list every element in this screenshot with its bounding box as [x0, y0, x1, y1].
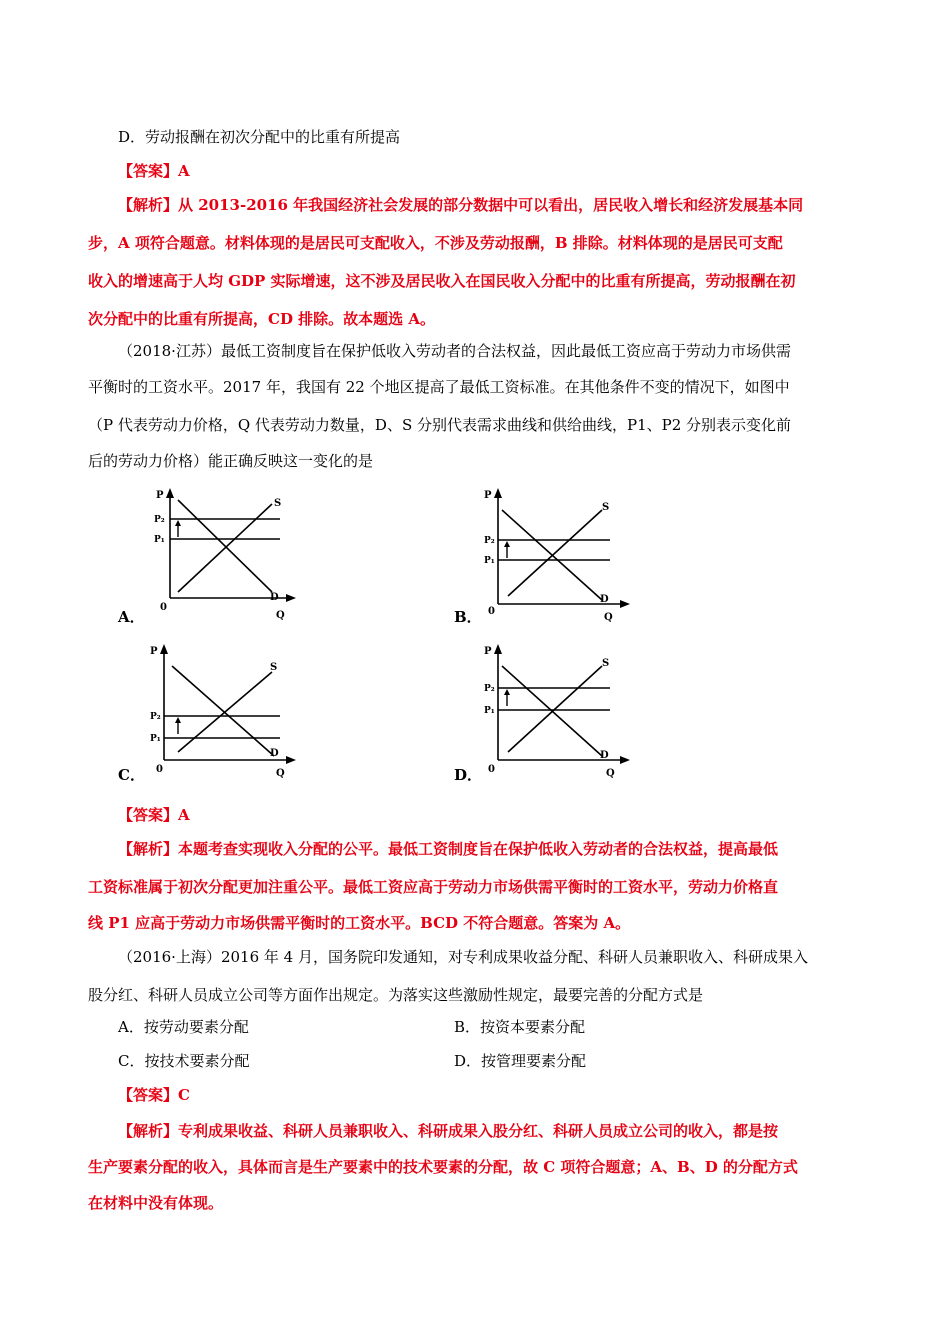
q2-analysis-line-1: 【解析】本题考查实现收入分配的公平。最低工资制度旨在保护低收入劳动者的合法权益，提高最低: [118, 840, 779, 858]
graph-d-label: D．: [454, 766, 483, 784]
q1-analysis-line-4: 次分配中的比重有所提高，CD 排除。故本题选 A。: [88, 310, 436, 328]
q2-stem-line-2: 平衡时的工资水平。2017 年，我国有 22 个地区提高了最低工资标准。在其他条件不变的情况下，如图中: [88, 378, 790, 396]
graph-c-p-label: P: [150, 646, 158, 657]
q3-answer: 【答案】C: [118, 1086, 190, 1104]
graph-a-d-label: D: [270, 592, 279, 603]
graph-c-p2-label: P₂: [150, 712, 161, 722]
graph-b-supply-curve: [508, 510, 602, 596]
q3-analysis-line-2: 生产要素分配的收入，具体而言是生产要素中的技术要素的分配，故 C 项符合题意；A、B、D 的分配方式: [88, 1158, 798, 1176]
graph-b-p-label: P: [484, 490, 492, 501]
graph-b-label: B．: [454, 608, 482, 626]
graph-b-p2-label: P₂: [484, 536, 495, 546]
graph-d-p1-label: P₁: [484, 706, 495, 716]
graph-d-p-axis-arrow: [494, 644, 502, 654]
graph-a: [150, 488, 300, 622]
q3-stem-line-1: （2016·上海）2016 年 4 月，国务院印发通知，对专利成果收益分配、科研人员兼职收入、科研成果入: [118, 948, 808, 966]
graph-b: [484, 488, 634, 622]
q3-option-b: B．按资本要素分配: [454, 1018, 586, 1036]
graph-d: [484, 644, 634, 778]
graph-a-s-label: S: [274, 498, 282, 509]
graph-d-p2-label: P₂: [484, 684, 495, 694]
graph-a-q-axis-arrow: [286, 594, 296, 602]
q1-option-d: D．劳动报酬在初次分配中的比重有所提高: [118, 128, 401, 146]
q3-option-a: A．按劳动要素分配: [118, 1018, 249, 1036]
graph-c-p-axis-arrow: [160, 644, 168, 654]
graph-a-q-label: Q: [276, 610, 285, 621]
q2-stem-line-3: （P 代表劳动力价格，Q 代表劳动力数量，D、S 分别代表需求曲线和供给曲线，P1、P2 分别表示变化前: [88, 416, 792, 434]
q1-answer: 【答案】A: [118, 162, 190, 180]
graph-b-d-label: D: [600, 594, 609, 605]
q3-stem-line-2: 股分红、科研人员成立公司等方面作出规定。为落实这些激励性规定，最要完善的分配方式是: [88, 986, 704, 1004]
graph-c-q-axis-arrow: [286, 756, 296, 764]
graph-b-shift-arrowhead: [504, 541, 510, 547]
q3-option-d: D．按管理要素分配: [454, 1052, 587, 1070]
graph-d-p-label: P: [484, 646, 492, 657]
graph-b-p-axis-arrow: [494, 488, 502, 498]
graph-b-p1-label: P₁: [484, 556, 495, 566]
q3-option-c: C．按技术要素分配: [118, 1052, 250, 1070]
q2-analysis-line-3: 线 P1 应高于劳动力市场供需平衡时的工资水平。BCD 不符合题意。答案为 A。: [88, 914, 631, 932]
graph-d-supply-curve: [508, 666, 602, 752]
graph-a-shift-arrowhead: [175, 520, 181, 526]
graph-d-d-label: D: [600, 750, 609, 761]
graph-b-origin-label: 0: [488, 606, 495, 617]
graph-a-p-label: P: [156, 490, 164, 501]
graph-c-label: C．: [118, 766, 145, 784]
graph-b-q-label: Q: [604, 612, 613, 622]
graph-a-p1-label: P₁: [154, 535, 165, 545]
q1-analysis-line-3: 收入的增速高于人均 GDP 实际增速，这不涉及居民收入在国民收入分配中的比重有所提高，劳动报酬在初: [88, 272, 796, 290]
graph-d-q-axis-arrow: [620, 756, 630, 764]
q3-analysis-line-1: 【解析】专利成果收益、科研人员兼职收入、科研成果入股分红、科研人员成立公司的收入，都是按: [118, 1122, 779, 1140]
q3-analysis-line-3: 在材料中没有体现。: [88, 1194, 224, 1212]
graph-c-s-label: S: [270, 662, 278, 673]
graph-c-p1-label: P₁: [150, 734, 161, 744]
graph-b-q-axis-arrow: [620, 600, 630, 608]
graph-d-q-label: Q: [606, 768, 615, 778]
graph-c-q-label: Q: [276, 768, 285, 778]
graph-a-label: A．: [118, 608, 145, 626]
q1-analysis-line-2: 步，A 项符合题意。材料体现的是居民可支配收入，不涉及劳动报酬，B 排除。材料体现的是居民可支配: [88, 234, 783, 252]
q2-answer: 【答案】A: [118, 806, 190, 824]
graph-a-p-axis-arrow: [166, 488, 174, 498]
q1-analysis-line-1: 【解析】从 2013-2016 年我国经济社会发展的部分数据中可以看出，居民收入增长和经济发展基本同: [118, 196, 804, 214]
graph-c-d-label: D: [270, 748, 279, 759]
graph-d-s-label: S: [602, 658, 610, 669]
graph-d-shift-arrowhead: [504, 689, 510, 695]
q2-analysis-line-2: 工资标准属于初次分配更加注重公平。最低工资应高于劳动力市场供需平衡时的工资水平，劳动力价格直: [88, 878, 779, 896]
graph-b-s-label: S: [602, 502, 610, 513]
graph-c-shift-arrowhead: [175, 717, 181, 723]
q2-stem-line-1: （2018·江苏）最低工资制度旨在保护低收入劳动者的合法权益，因此最低工资应高于劳动力市场供需: [118, 342, 791, 360]
graph-c: [150, 644, 300, 778]
graph-c-demand-curve: [172, 666, 274, 756]
graph-c-origin-label: 0: [156, 764, 163, 775]
q2-stem-line-4: 后的劳动力价格）能正确反映这一变化的是: [88, 452, 374, 470]
graph-a-p2-label: P₂: [154, 515, 165, 525]
graph-d-origin-label: 0: [488, 764, 495, 775]
graph-a-origin-label: 0: [160, 602, 167, 613]
